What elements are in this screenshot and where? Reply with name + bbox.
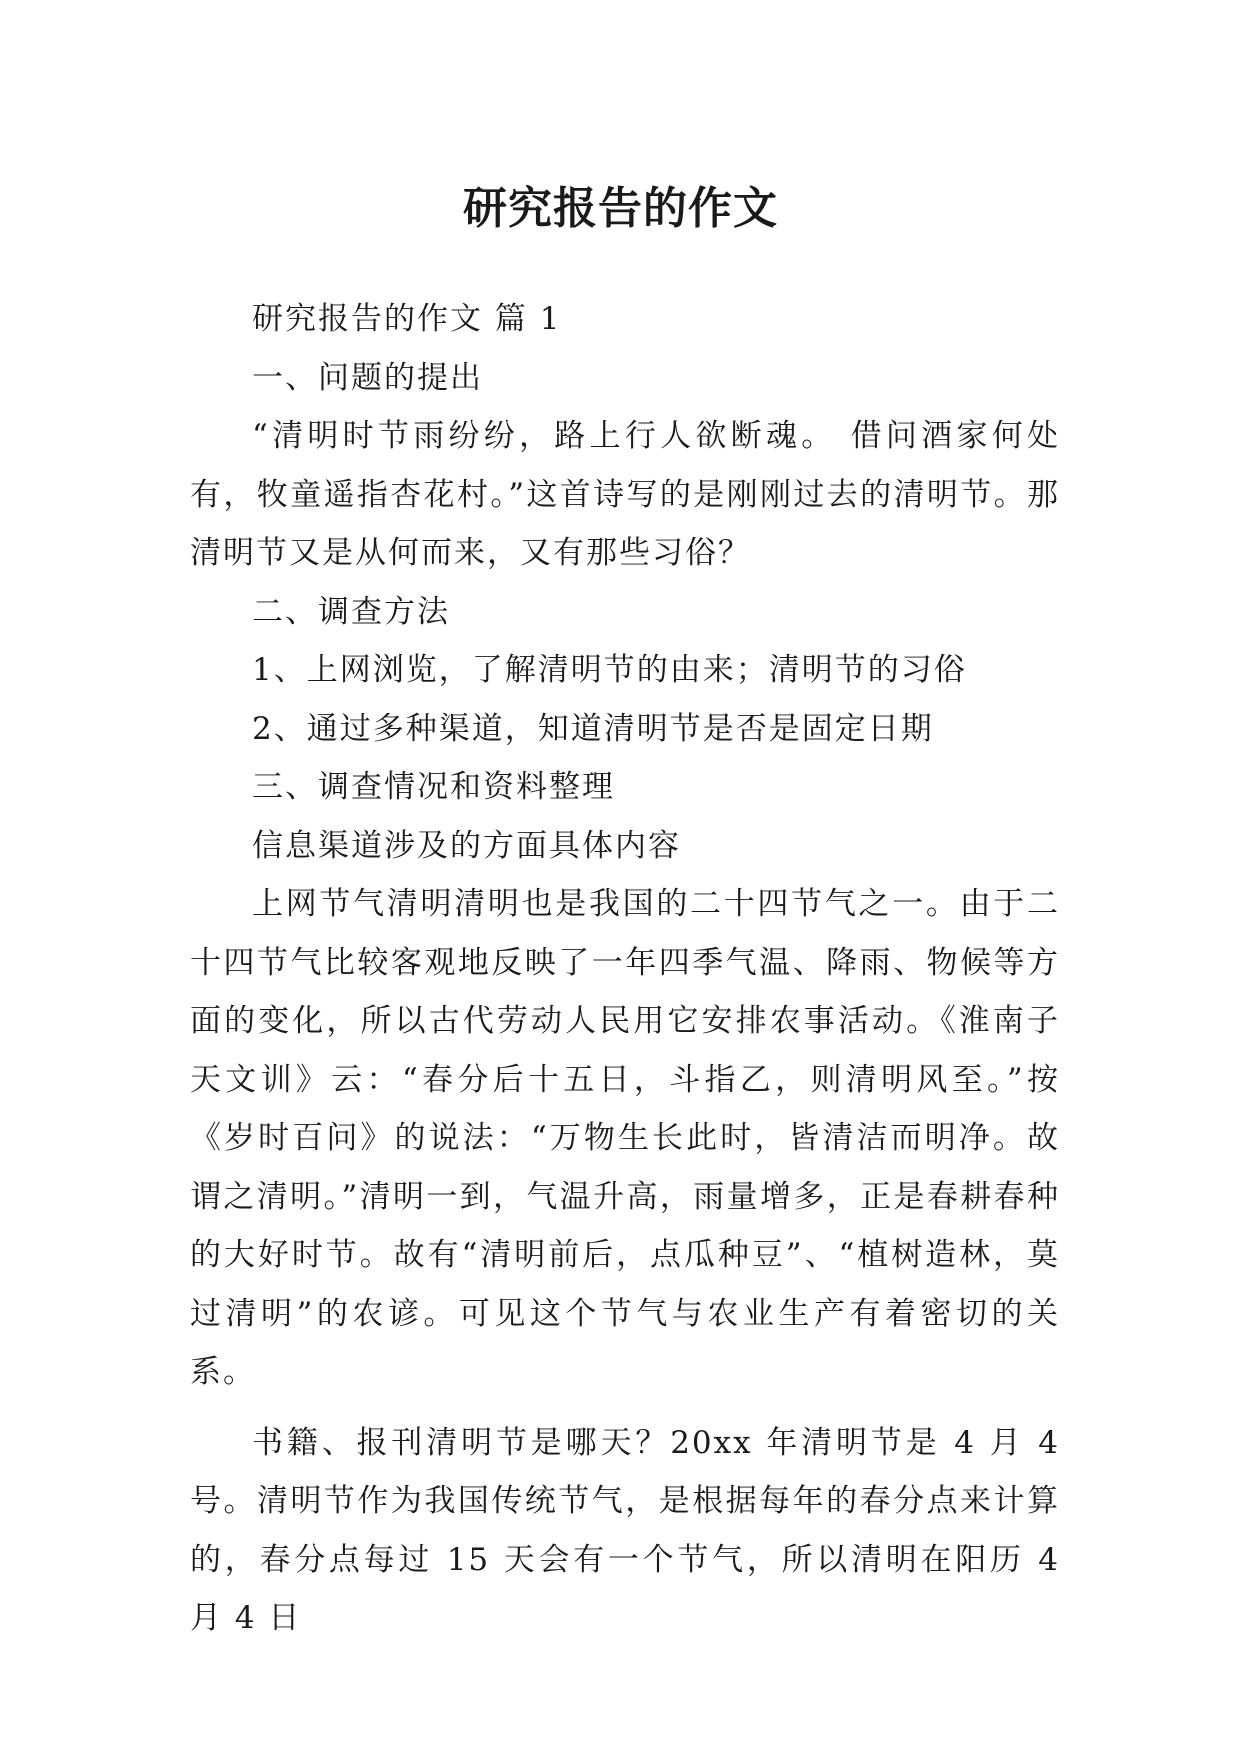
paragraph-poem: “清明时节雨纷纷，路上行人欲断魂。 借问酒家何处有，牧童遥指杏花村。”这首诗写的是刚刚过去的清明节。那清明节又是从何而来，又有那些习俗？ <box>190 418 1060 571</box>
document-title: 研究报告的作文 <box>463 183 778 235</box>
section-heading-method: 二、调查方法 <box>252 593 450 630</box>
list-item-method-2: 2、通过多种渠道，知道清明节是否是固定日期 <box>252 710 934 747</box>
document-body <box>190 290 1060 1648</box>
list-item-method-1: 1、上网浏览，了解清明节的由来；清明节的习俗 <box>252 652 967 688</box>
paragraph-columns-label: 信息渠道涉及的方面具体内容 <box>252 827 681 864</box>
paragraph-online-solar-term: 上网节气清明清明也是我国的二十四节气之一。由于二十四节气比较客观地反映了一年四季气温、降雨、物候等方面的变化，所以古代劳动人民用它安排农事活动。《淮南子天文训》云：“春分后十五日，斗指乙，则清明风至。”按《岁时百问》的说法：“万物生长此时，皆清洁而明净。故谓之清明。”清明一到，气温升高，雨量增多，正是春耕春种的大好时节。故有“清明前后，点瓜种豆”、“植树造林，莫过清明”的农谚。可见这个节气与农业生产有着密切的关系。 <box>190 886 1060 1390</box>
section-heading-findings: 三、调查情况和资料整理 <box>252 769 615 805</box>
section-heading-problem: 一、问题的提出 <box>252 359 483 396</box>
paragraph-books-date: 书籍、报刊清明节是哪天？20xx 年清明节是 4 月 4 号。清明节作为我国传统节气，是根据每年的春分点来计算的，春分点每过 15 天会有一个节气，所以清明在阳历 4 月 4 日 <box>190 1424 1060 1636</box>
section-heading-article: 研究报告的作文 篇 1 <box>252 301 562 337</box>
